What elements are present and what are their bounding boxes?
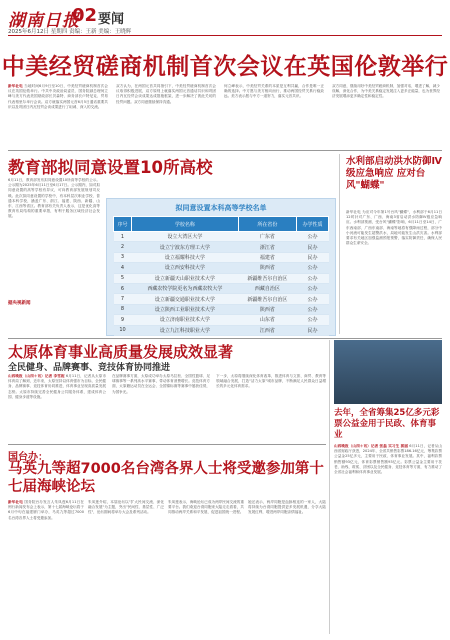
table-cell: 陕西省 xyxy=(238,304,296,314)
masthead-logo: 湖南日报 xyxy=(8,11,80,31)
table-row xyxy=(114,283,329,293)
table-row xyxy=(114,263,329,273)
education-headline: 教育部拟同意设置10所高校 xyxy=(8,158,213,177)
divider xyxy=(8,338,442,339)
table-cell: 公办 xyxy=(297,232,329,242)
taiwan-kicker: 国台办： xyxy=(8,452,48,463)
table-cell: 1 xyxy=(114,232,132,242)
table-cell: 10 xyxy=(114,325,132,335)
sports-subhead: 全民健身、品牌赛事、竞技体育协同推进 xyxy=(8,363,171,373)
table-row xyxy=(114,252,329,262)
page-number: 02 xyxy=(72,5,98,26)
table-cell: 4 xyxy=(114,263,132,273)
sports-col-1 xyxy=(8,374,106,440)
table-cell: 3 xyxy=(114,252,132,262)
table-row xyxy=(114,294,329,304)
lead-col-3: 何立峰表示，中美经贸关系的本质是互利共赢，合作是唯一正确的选择。中方愿与美方相向而行，推动两国经贸关系行稳致远。美方表示愿与中方一道努力，落实元首共识。 xyxy=(224,84,324,99)
flood-headline: 水利部启动洪水防御Ⅳ级应急响应 应对台风"蝴蝶" xyxy=(346,156,442,191)
table-cell: 民办 xyxy=(297,252,329,262)
sports-byline: 山西晚报（山西＋讯）记者 李雪妮 xyxy=(8,374,65,378)
sports-text-1: 6月11日，记者从太原市体育局了解到，近年来，太原坚持以体育强市为目标，全民健身、品牌赛事、竞技体育协同推进，体育事业呈现高质量发展态势。太原市持续完善全民健身公共服务体系，建成体育公园、健身步道等设施。 xyxy=(8,374,106,399)
lead-col-2: 双方认为，在两国元首共同指引下，中美经贸磋商机制首次会议取得积极进展，双方原则上就落实两国元首通话共识和巩固日内瓦经贸会谈成果达成措施框架，进一步解决了彼此关切的经贸问题。双方同意继续保持沟通。 xyxy=(116,84,216,104)
tax-col xyxy=(334,444,442,634)
table-row xyxy=(114,273,329,283)
taiwan-col-1 xyxy=(8,500,84,634)
taiwan-headline: 马英九等超7000名台湾各界人士将受邀参加第十七届海峡论坛 xyxy=(8,461,324,495)
table-cell: 新疆维吾尔自治区 xyxy=(238,294,296,304)
lead-text-1: 当地时间6月9日至10日，中美经贸磋商机制首次会议在英国伦敦举行。中共中央政治局委员、国务院副总理何立峰与美方代表美国财政部长贝森特、商务部长卢特尼克、贸易代表格里尔举行会谈。双方就落实两国元首6月5日通话重要共识以及巩固日内瓦经贸会谈成果进行了坦诚、深入的交流。 xyxy=(8,84,108,109)
table-row xyxy=(114,232,329,242)
sports-headline: 太原体育事业高质量发展成效显著 xyxy=(8,343,234,361)
table-cell: 公办 xyxy=(297,315,329,325)
table-cell: 设立大湾区大学 xyxy=(132,232,239,242)
dateline: 2025年6月12日 星期四 责编：王新 美编：王晓辉 xyxy=(8,29,132,35)
table-header-cell: 序号 xyxy=(114,217,132,232)
table-cell: 设立九江科技职业大学 xyxy=(132,325,239,335)
table-row xyxy=(114,304,329,314)
lead-byline: 新华社电 xyxy=(8,84,23,88)
taiwan-byline: 新华社电 xyxy=(8,500,24,504)
table-header-cell: 学校名称 xyxy=(132,217,239,232)
table-cell: 广东省 xyxy=(238,232,296,242)
divider xyxy=(8,150,442,151)
school-list-table xyxy=(113,216,329,336)
column-divider xyxy=(339,154,340,334)
table-cell: 5 xyxy=(114,273,132,283)
table-cell: 福建省 xyxy=(238,252,296,262)
table-header-cell: 所在省份 xyxy=(238,217,296,232)
taiwan-col-3: 朱凤莲表示，海峡论坛已成为两岸民间交流的重要平台。我们欢迎台湾同胞来大陆走走看看，共同推动两岸关系和平发展、促进祖国统一进程。 xyxy=(168,500,244,515)
table-row xyxy=(114,315,329,325)
table-cell: 设立福耀科技大学 xyxy=(132,252,239,262)
table-cell: 民办 xyxy=(297,325,329,335)
column-divider xyxy=(329,340,330,634)
table-cell: 江西省 xyxy=(238,325,296,335)
lead-headline: 中美经贸磋商机制首次会议在英国伦敦举行 xyxy=(1,54,449,80)
table-cell: 设立陕西工业职业技术大学 xyxy=(132,304,239,314)
table-cell: 设立新疆交通职业技术大学 xyxy=(132,294,239,304)
school-table xyxy=(106,198,336,336)
tax-text: 6月11日，记者从山西省财政厅获悉，2024年，全省共销售彩票186.16亿元，筹集彩票公益金25亿多元，主要用于民政、体育事业发展。其中，福利彩票销售额93亿元，体育彩票销售额93亿元。彩票公益金主要用于扶老、助残、救孤、济困以及全民健身、竞技体育等方面，有力推动了全省社会福利和体育事业发展。 xyxy=(334,444,442,475)
table-cell: 西藏自治区 xyxy=(238,283,296,293)
table-cell: 山东省 xyxy=(238,315,296,325)
table-row xyxy=(114,325,329,335)
tax-headline: 去年，全省筹集25亿多元彩票公益金用于民政、体育事业 xyxy=(334,408,440,440)
sports-col-2: 在品牌赛事方面，太原成功举办太原马拉松、全国性篮球、足球赛事等一系列高水平赛事，带动体育消费增长。竞技体育方面，太原籍运动员在全运会、全国锦标赛等赛事中屡获佳绩，为国争光。 xyxy=(112,374,210,394)
lead-col-1 xyxy=(8,84,108,146)
table-cell: 公办 xyxy=(297,273,329,283)
table-cell: 6 xyxy=(114,283,132,293)
table-cell: 陕西省 xyxy=(238,263,296,273)
lead-col-4: 双方同意，继续用好中美经贸磋商机制，加强对话，增进了解，减少误解，深化合作，为中美关系稳定发展注入更多正能量，也为世界经济发展增添更多确定性和稳定性。 xyxy=(332,84,440,99)
taiwan-col-4: 她还表示，两岸同胞是血脉相连的一家人，大陆将持续为台湾同胞提供更多发展机遇，分享大陆发展红利，增进两岸同胞亲情福祉。 xyxy=(248,500,326,515)
table-row xyxy=(114,242,329,252)
tax-byline: 山西晚报（山西＋讯）记者 张磊 实习生 郭丽 xyxy=(334,444,409,448)
education-byline: 据央视新闻 xyxy=(8,301,31,306)
news-photo xyxy=(334,340,442,404)
table-cell: 新疆维吾尔自治区 xyxy=(238,273,296,283)
taiwan-text-1: 国务院台办发言人朱凤莲6月11日在例行新闻发布会上表示，第十七届海峡论坛将于6月中旬在福建厦门举办，马英九等超过7000名台湾各界人士将受邀参加。 xyxy=(8,500,84,520)
table-cell: 8 xyxy=(114,304,132,314)
table-title: 拟同意设置本科高等学校名单 xyxy=(175,204,267,212)
table-header-cell: 办学性质 xyxy=(297,217,329,232)
table-cell: 浙江省 xyxy=(238,242,296,252)
table-cell: 设立济南职业技术大学 xyxy=(132,315,239,325)
table-cell: 设立宁波东方理工大学 xyxy=(132,242,239,252)
table-cell: 9 xyxy=(114,315,132,325)
table-cell: 公办 xyxy=(297,283,329,293)
table-cell: 公办 xyxy=(297,263,329,273)
table-cell: 设立新疆天山职业技术大学 xyxy=(132,273,239,283)
education-text: 6月11日，教育部发布拟同意设置10所高等学校的公示。公示期为2025年6月11日至6月17日。公示期内，如对拟同意设置的高等学校有异议，可向教育部发展规划司反映。此次拟同意设置的学校中，有本科层次职业学校、普通本科学校，涵盖广东、浙江、福建、陕西、新疆、山东、江西等省区。教育部有关负责人表示，这是优化高等教育布局结构的重要举措，有利于服务区域经济社会发展。 xyxy=(8,178,100,219)
table-cell: 公办 xyxy=(297,294,329,304)
flood-text: 新华社电 为应对今年第1号台风"蝴蝶"，水利部于6月11日12时针对广东、广西、海南3省启动洪水防御Ⅳ级应急响应。水利部预测，受台风"蝴蝶"影响，6月11日至14日，广东西南部、广西东南部、海南等地将有强降雨过程，部分中小河流可能发生超警洪水，局地可能发生山洪灾害。水利部要求有关地区加强监测预报预警，落实防御责任，确保人民群众生命安全。 xyxy=(346,210,442,246)
divider xyxy=(8,444,326,445)
table-cell: 西藏农牧学院更名为西藏农牧大学 xyxy=(132,283,239,293)
taiwan-col-2: 朱凤莲介绍，本届论坛以"扩大民间交流、深化融合发展"为主题，突出"民间性、基层性、广泛性"，论坛期间将举办大会及系列活动。 xyxy=(88,500,164,515)
masthead-rule xyxy=(8,35,442,36)
table-cell: 民办 xyxy=(297,242,329,252)
table-cell: 7 xyxy=(114,294,132,304)
table-cell: 2 xyxy=(114,242,132,252)
sports-col-3: 下一步，太原将继续深化体育改革，推进体育与文旅、商贸、教育等领域融合发展，打造"活力太原"城市品牌，不断满足人民群众日益增长的多元化体育需求。 xyxy=(216,374,326,389)
table-cell: 公办 xyxy=(297,304,329,314)
section-name: 要闻 xyxy=(98,12,125,27)
table-cell: 设立西安科技大学 xyxy=(132,263,239,273)
